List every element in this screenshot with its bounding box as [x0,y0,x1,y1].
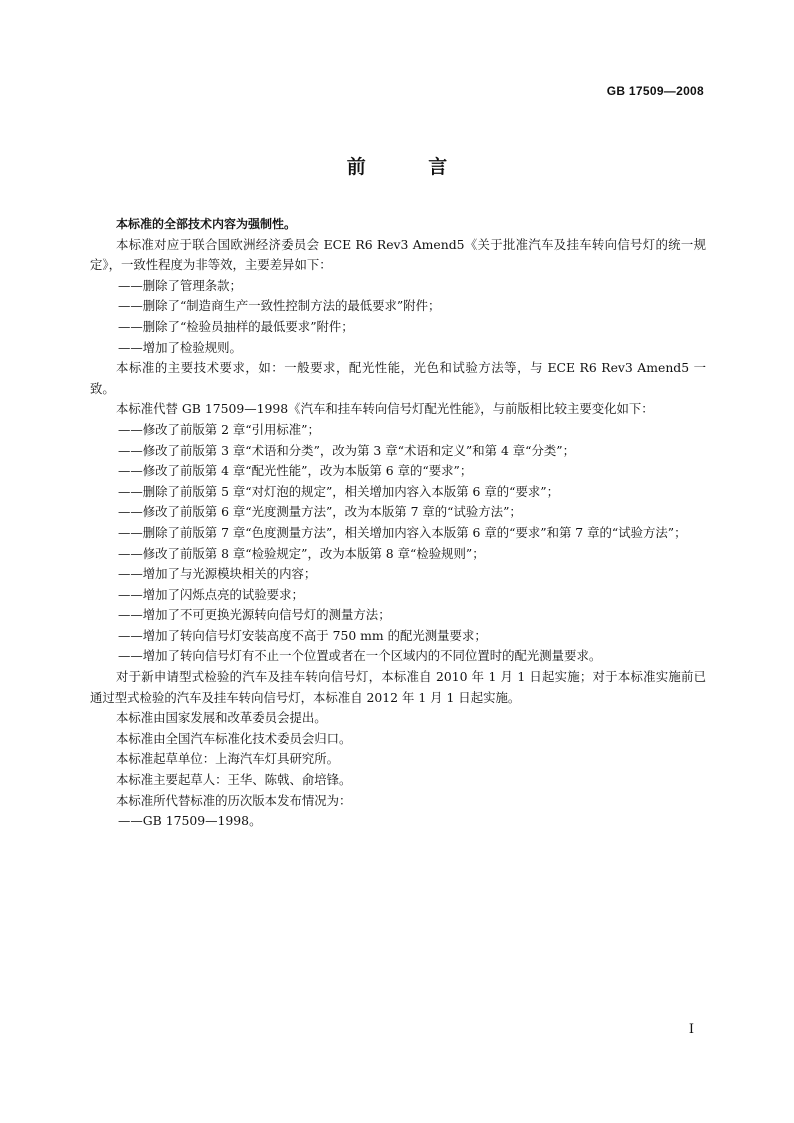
list-item: ——增加了转向信号灯有不止一个位置或者在一个区域内的不同位置时的配光测量要求。 [118,648,602,664]
header-standard-code: GB 17509—2008 [606,84,704,98]
list-item: ——GB 17509—1998。 [118,813,262,829]
page-title: 前 言 [346,156,476,178]
paragraph: 对于新申请型式检验的汽车及挂车转向信号灯，本标准自 2010 年 1 月 1 日起实施；对于本标准实施前已通过型式检验的汽车及挂车转向信号灯，本标准自 2012 年 1 月 1 日起实施。 [90,669,706,705]
list-item: ——删除了管理条款； [118,277,242,293]
paragraph: 本标准代替 GB 17509—1998《汽车和挂车转向信号灯配光性能》，与前版相比较主要变化如下： [116,401,654,417]
list-item: ——修改了前版第 2 章“引用标准”； [118,421,320,437]
list-item: ——增加了与光源模块相关的内容； [118,566,317,582]
list-item: ——修改了前版第 6 章“光度测量方法”，改为本版第 7 章的“试验方法”； [118,504,522,520]
paragraph: 本标准起草单位：上海汽车灯具研究所。 [116,751,340,767]
list-item: ——修改了前版第 4 章“配光性能”，改为本版第 6 章的“要求”； [118,463,473,479]
list-item: ——修改了前版第 3 章“术语和分类”，改为第 3 章“术语和定义”和第 4 章“分类”； [118,442,576,458]
page-number: I [688,1022,694,1037]
paragraph: 本标准由全国汽车标准化技术委员会归口。 [116,730,352,746]
paragraph: 本标准主要起草人：王华、陈戟、俞培锋。 [116,772,352,788]
paragraph: 本标准的全部技术内容为强制性。 [116,217,297,231]
paragraph: 本标准的主要技术要求，如：一般要求，配光性能，光色和试验方法等，与 ECE R6 Rev3 Amend5 一致。 [90,360,706,396]
list-item: ——删除了前版第 5 章“对灯泡的规定”，相关增加内容入本版第 6 章的“要求”； [118,483,559,499]
paragraph: 本标准对应于联合国欧洲经济委员会 ECE R6 Rev3 Amend5《关于批准汽车及挂车转向信号灯的统一规定》，一致性程度为非等效，主要差异如下： [90,236,706,273]
list-item: ——增加了检验规则。 [118,339,242,355]
list-item: ——删除了前版第 7 章“色度测量方法”，相关增加内容入本版第 6 章的“要求”和第 7 章的“试验方法”； [118,524,687,540]
list-item: ——增加了闪烁点亮的试验要求； [118,586,304,602]
paragraph: 本标准所代替标准的历次版本发布情况为： [116,792,352,808]
list-item: ——增加了转向信号灯安装高度不高于 750 mm 的配光测量要求； [118,627,487,643]
list-item: ——增加了不可更换光源转向信号灯的测量方法； [118,607,391,623]
list-item: ——删除了“检验员抽样的最低要求”附件； [118,318,354,334]
paragraph: 本标准由国家发展和改革委员会提出。 [116,710,327,726]
list-item: ——删除了“制造商生产一致性控制方法的最低要求”附件； [118,298,441,314]
list-item: ——修改了前版第 8 章“检验规定”，改为本版第 8 章“检验规则”； [118,545,485,561]
document-body [90,214,706,832]
